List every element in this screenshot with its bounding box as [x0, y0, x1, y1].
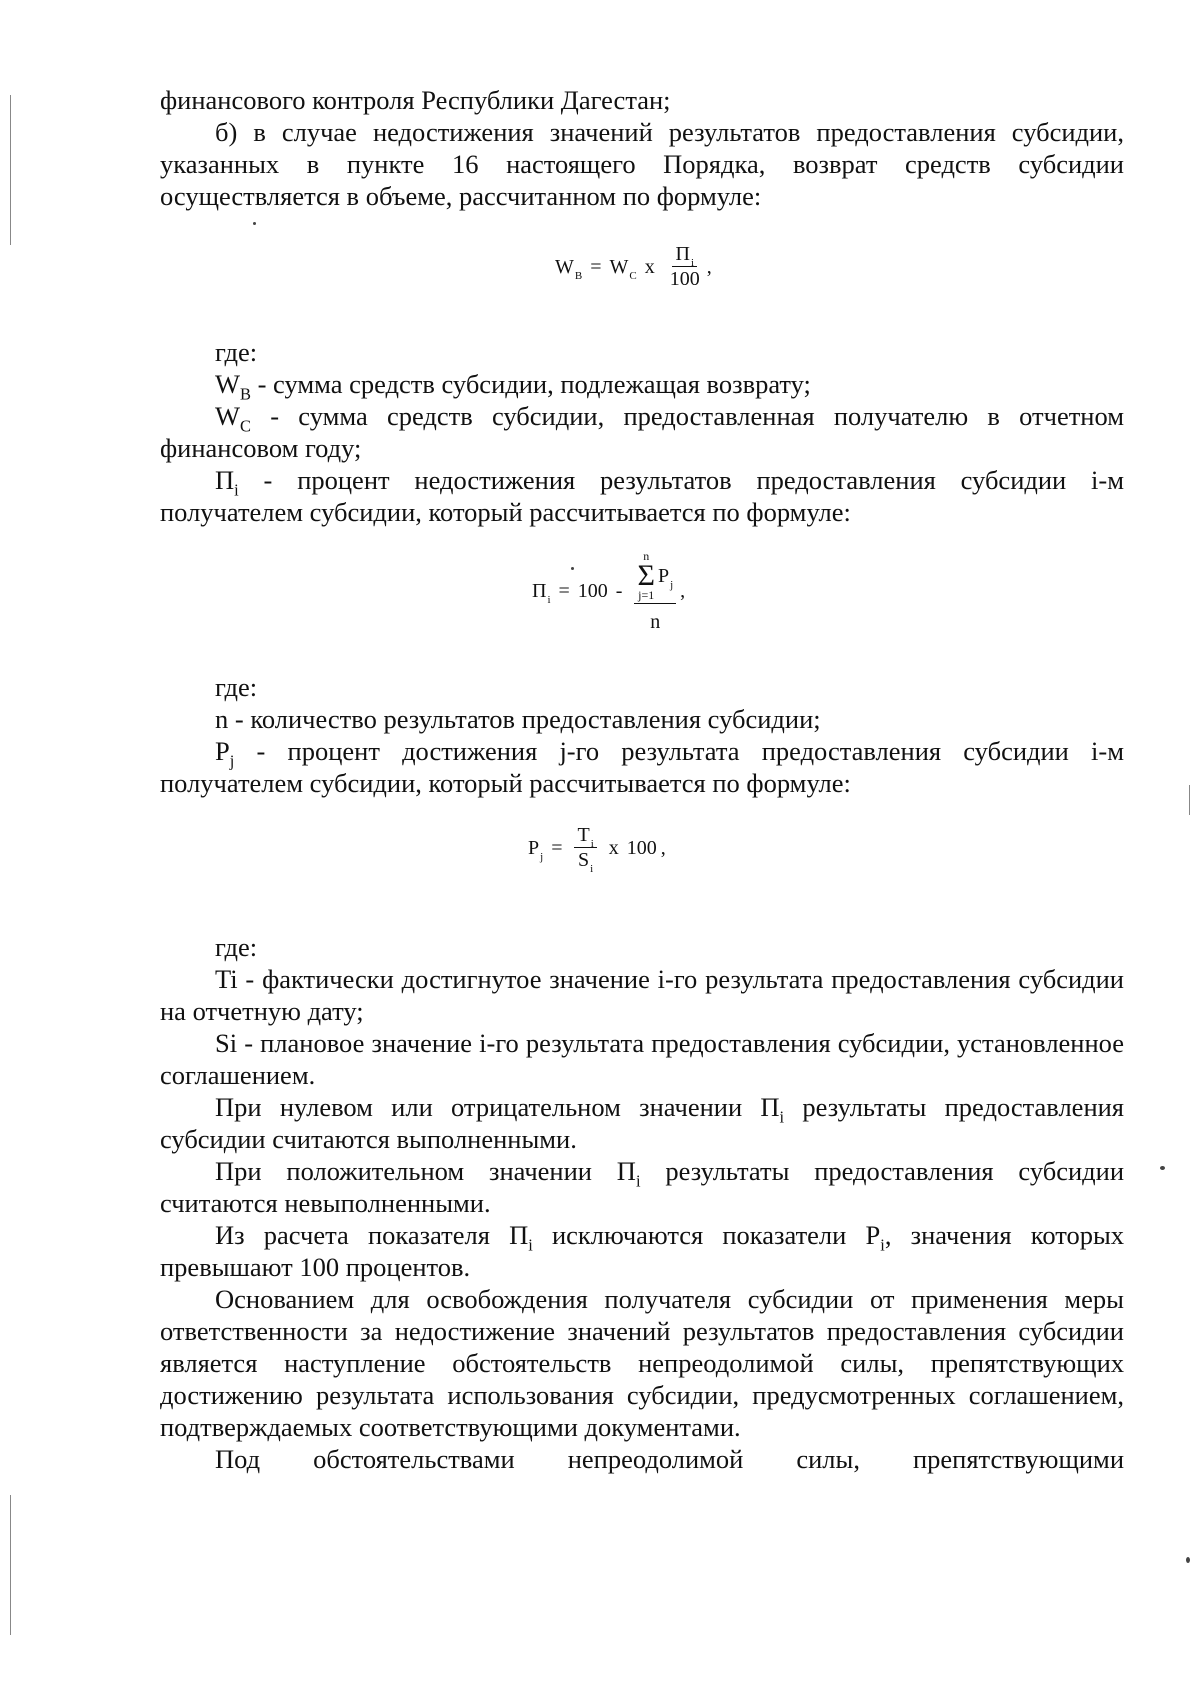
paragraph-refund-case: б) в случае недостижения значений результатов предоставления субсидии, указанных в пункте 16 настоящего Порядка, возврат средств субсидии осуществляется в объеме, рассчитанном по формуле:	[160, 117, 1124, 211]
formula-fraction: n Σ j=1 $P_j$ n	[634, 550, 676, 632]
paragraph-force-majeure-definition: Под обстоятельствами непреодолимой силы, препятствующими	[215, 1444, 1124, 1474]
definition-si: Si - плановое значение i-го результата предоставления субсидии, установленное соглашением.	[160, 1028, 1124, 1090]
formula-term: 100	[577, 580, 608, 602]
formula-operator: x	[608, 836, 619, 859]
where-label: где:	[215, 337, 258, 367]
paragraph-positive-value: При положительном значении $П_i$ результаты предоставления субсидии считаются невыполненными.	[160, 1156, 1124, 1218]
definition-n: n - количество результатов предоставления субсидии;	[215, 704, 821, 734]
formula-operator: -	[615, 580, 623, 602]
formula-pj	[160, 817, 1124, 897]
formula-term: $W_C$	[609, 255, 637, 282]
document-body	[160, 84, 1124, 1475]
sigma-sum: n Σ j=1	[637, 549, 655, 602]
formula-comma: ,	[680, 580, 686, 602]
formula-operator: =	[558, 580, 570, 602]
scan-edge-mark-left-bottom	[10, 1495, 11, 1635]
formula-refund-volume	[160, 226, 1124, 306]
paragraph-control-continuation: финансового контроля Республики Дагестан;	[160, 85, 671, 115]
definition-wb: $W_B$ - сумма средств субсидии, подлежащая возврату;	[215, 369, 811, 404]
formula-term: $P_j$	[528, 836, 544, 863]
formula-term: $П_i$	[532, 580, 551, 606]
definition-ti: Ti - фактически достигнутое значение i-го результата предоставления субсидии на отчетную дату;	[160, 964, 1124, 1026]
scan-speck	[1186, 1557, 1190, 1563]
paragraph-zero-value: При нулевом или отрицательном значении $П_i$ результаты предоставления субсидии считаются выполненными.	[160, 1092, 1124, 1154]
formula-term: 100	[626, 836, 657, 859]
where-label: где:	[215, 932, 258, 962]
formula-term: $W_B$	[555, 255, 583, 282]
formula-operator: x	[644, 255, 655, 278]
scan-speck	[1160, 1166, 1165, 1170]
formula-pi	[160, 544, 1124, 649]
formula-fraction: $\frac{П_i}{100}$	[669, 243, 700, 290]
definition-pj: $P_j$ - процент достижения j-го результата предоставления субсидии i-м получателем субсидии, который рассчитывается по формуле:	[160, 736, 1124, 798]
formula-operator: =	[551, 836, 563, 859]
definition-wc: $W_C$ - сумма средств субсидии, предоставленная получателю в отчетном финансовом году;	[160, 401, 1124, 463]
scan-edge-mark-left-top	[10, 95, 11, 245]
formula-operator: =	[590, 255, 602, 278]
scan-edge-mark-right	[1189, 785, 1190, 815]
paragraph-force-majeure-basis: Основанием для освобождения получателя субсидии от применения меры ответственности за недостижение значений результатов предоставления субсидии является наступление обстоятельств непреодолимой силы, препятствующих достижению результата использования субсидии, предусмотренных соглашением, подтверждаемых соответствующими документами.	[160, 1284, 1124, 1442]
formula-fraction: $\frac{T_i}{S_i}$	[574, 825, 596, 870]
where-label: где:	[215, 672, 258, 702]
formula-comma: ,	[706, 255, 712, 278]
paragraph-exclusion: Из расчета показателя $П_i$ исключаются показатели $P_i$, значения которых превышают 100 процентов.	[160, 1220, 1125, 1282]
formula-comma: ,	[660, 836, 666, 859]
definition-pi: $П_i$ - процент недостижения результатов предоставления субсидии i-м получателем субсидии, который рассчитывается по формуле:	[160, 465, 1124, 527]
